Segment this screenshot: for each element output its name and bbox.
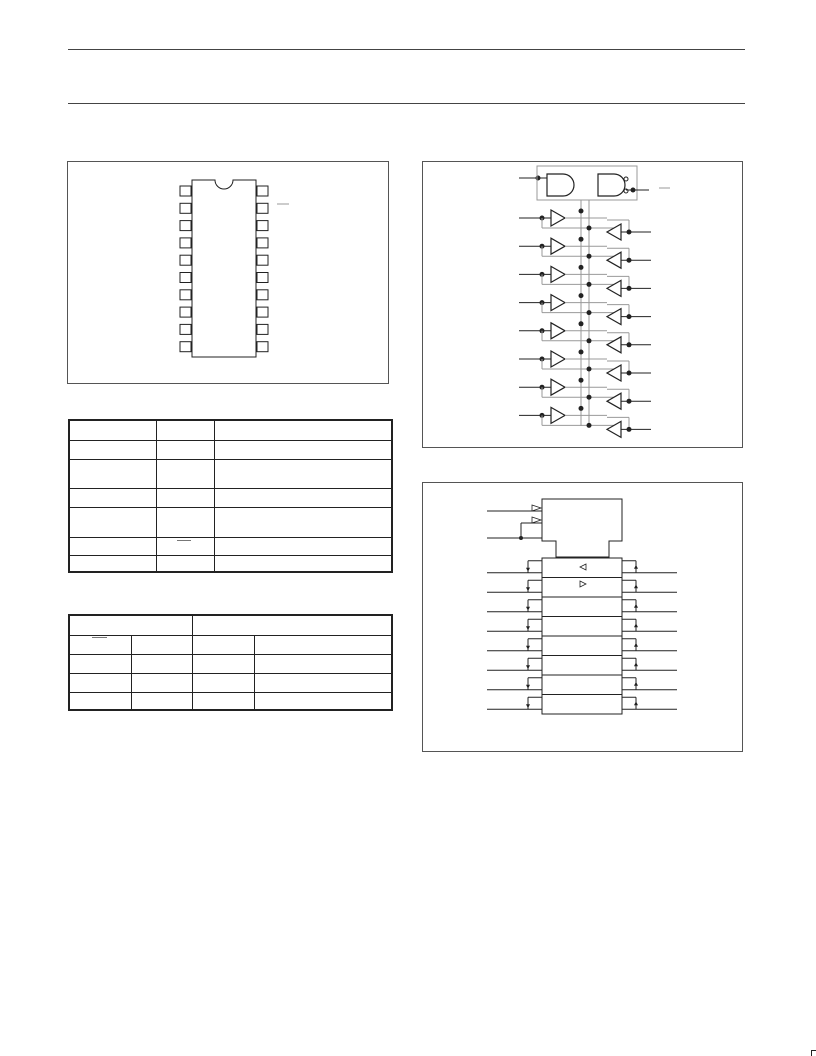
enable-dot <box>579 406 584 411</box>
control-block <box>542 499 622 557</box>
arrow-head <box>634 623 638 627</box>
buffer-b-to-a <box>607 421 621 437</box>
junction-dot <box>536 176 541 181</box>
pin-left <box>180 290 191 300</box>
enable-dot <box>587 254 592 259</box>
dependency-triangle <box>532 505 541 511</box>
and-gate <box>547 174 574 196</box>
overbar-mark <box>92 637 107 638</box>
pin-right <box>257 203 268 213</box>
pin-description-table <box>68 419 393 573</box>
pin-left <box>180 238 191 248</box>
enable-dot <box>579 378 584 383</box>
enable-dot <box>587 226 592 231</box>
ic-package-outline <box>192 180 256 357</box>
buffer-a-to-b <box>551 323 565 339</box>
pin-right <box>257 273 268 283</box>
buffer-b-to-a <box>607 309 621 325</box>
arrow-head <box>634 604 638 608</box>
function-table <box>68 614 393 711</box>
junction-dot <box>627 314 632 319</box>
pin-right <box>257 255 268 265</box>
arrow-head <box>634 565 638 569</box>
buffer-b-to-a <box>607 337 621 353</box>
register-cell <box>542 636 622 656</box>
logic-symbol-panel <box>422 482 743 752</box>
enable-dot <box>587 395 592 400</box>
arrow-head <box>634 682 638 686</box>
register-cell <box>542 597 622 617</box>
dependency-triangle <box>532 517 541 523</box>
logic-symbol-figure <box>423 483 742 751</box>
table-row <box>69 654 392 673</box>
arrow-head <box>526 607 530 611</box>
page-corner-mark <box>811 1050 816 1056</box>
junction-dot <box>627 371 632 376</box>
pin-left <box>180 307 191 317</box>
overbar-mark <box>177 540 191 541</box>
buffer-a-to-b <box>551 295 565 311</box>
table-row <box>69 440 392 459</box>
buffer-b-to-a <box>607 393 621 409</box>
buffer-a-to-b <box>551 210 565 226</box>
table-row <box>69 488 392 507</box>
table-row <box>69 420 392 440</box>
pin-left <box>180 203 191 213</box>
pin-right <box>257 290 268 300</box>
enable-dot <box>579 321 584 326</box>
pin-right <box>257 221 268 231</box>
logic-diagram-figure <box>423 162 742 447</box>
pin-left <box>180 186 191 196</box>
table-row <box>69 555 392 572</box>
enable-dot <box>587 367 592 372</box>
pin-right <box>257 238 268 248</box>
pin-configuration-panel <box>67 161 389 384</box>
pin-right <box>257 307 268 317</box>
pin-right <box>257 342 268 352</box>
arrow-head <box>526 626 530 630</box>
junction-dot <box>631 188 636 193</box>
enable-dot <box>579 265 584 270</box>
register-cell <box>542 656 622 676</box>
buffer-b-to-a <box>607 224 621 240</box>
register-cell <box>542 578 622 598</box>
junction-dot <box>627 258 632 263</box>
enable-dot <box>579 237 584 242</box>
header-rule-top <box>68 49 745 50</box>
table-row <box>69 635 392 654</box>
arrow-head <box>526 685 530 689</box>
direction-triangle <box>580 581 586 587</box>
table-row <box>69 615 392 635</box>
arrow-head <box>526 587 530 591</box>
arrow-head <box>634 662 638 666</box>
register-cell <box>542 617 622 637</box>
arrow-head <box>634 701 638 705</box>
pin-right <box>257 186 268 196</box>
junction-dot <box>627 399 632 404</box>
enable-dot <box>579 350 584 355</box>
buffer-a-to-b <box>551 407 565 423</box>
buffer-a-to-b <box>551 379 565 395</box>
buffer-b-to-a <box>607 365 621 381</box>
buffer-b-to-a <box>607 280 621 296</box>
pin-configuration-figure <box>68 162 388 383</box>
enable-dot <box>587 423 592 428</box>
arrow-head <box>526 568 530 572</box>
pin-left <box>180 342 191 352</box>
table-row <box>69 537 392 555</box>
arrow-head <box>634 584 638 588</box>
buffer-b-to-a <box>607 252 621 268</box>
pin-left <box>180 273 191 283</box>
pin-right <box>257 324 268 334</box>
and-gate <box>598 174 625 196</box>
header-rule-bottom <box>68 103 745 104</box>
table-row <box>69 507 392 537</box>
junction-dot <box>627 230 632 235</box>
buffer-a-to-b <box>551 266 565 282</box>
table-row <box>69 673 392 692</box>
table-row <box>69 459 392 488</box>
junction-dot <box>627 286 632 291</box>
buffer-a-to-b <box>551 351 565 367</box>
arrow-head <box>526 704 530 708</box>
logic-diagram-panel <box>422 161 743 448</box>
enable-dot <box>587 310 592 315</box>
enable-dot <box>587 282 592 287</box>
arrow-head <box>634 643 638 647</box>
direction-triangle <box>580 564 586 570</box>
register-cell <box>542 675 622 695</box>
pin-left <box>180 255 191 265</box>
inversion-bubble <box>624 177 628 181</box>
enable-dot <box>579 209 584 214</box>
pin-left <box>180 324 191 334</box>
junction-dot <box>627 427 632 432</box>
pin-left <box>180 221 191 231</box>
junction-dot <box>627 342 632 347</box>
buffer-a-to-b <box>551 238 565 254</box>
table-row <box>69 692 392 710</box>
arrow-head <box>526 646 530 650</box>
register-cell <box>542 695 622 715</box>
enable-dot <box>587 338 592 343</box>
arrow-head <box>526 665 530 669</box>
enable-dot <box>579 293 584 298</box>
